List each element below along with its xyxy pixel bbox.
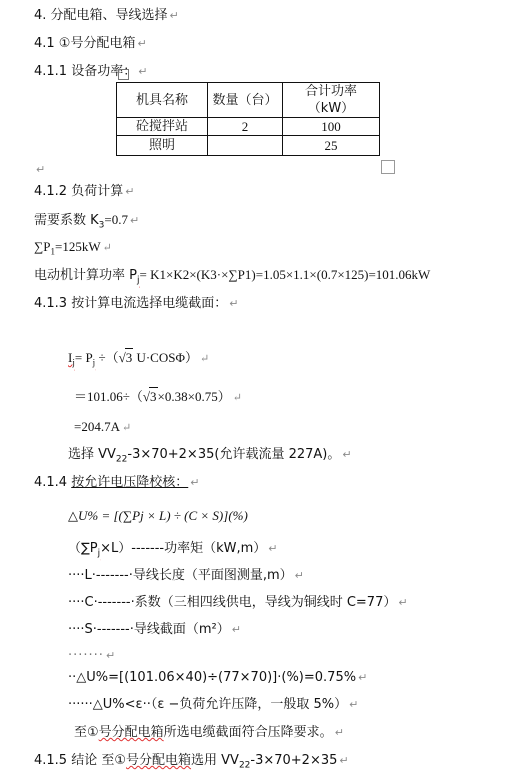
voltage-drop-heading: 4.1.4 按允许电压降校核： ↵ [34,475,200,490]
equipment-table [116,82,380,156]
cell-name: 照明 [117,136,208,156]
current-result: =204.7A ↵ [74,419,132,434]
cell-qty [208,136,283,156]
power-moment-line: $(\sum P_j\times L)-------$功率矩（kW,m） ↵ [68,541,278,559]
voltage-drop-conclusion: 至①号分配电箱所选电缆截面符合压降要求。 ↵ [74,725,344,740]
current-calc-step: ＝101.06÷（√3×0.38×0.75） ↵ [74,389,242,404]
table-resize-handle-icon[interactable] [381,160,395,174]
blank-line: ······· ↵ [68,648,117,663]
section-definition-line: ····S·-------·导线截面（m²） ↵ [68,622,241,637]
current-calc-heading: 4.1.3 按计算电流选择电缆截面： ↵ [34,296,239,311]
load-calc-heading: 4.1.2 负荷计算 ↵ [34,184,135,199]
cell-power: 25 [283,136,380,156]
cable-selection-line: 选择 $VV_{22}-3\times 70+2\times 35$(允许载流量 227A)。 ↵ [68,447,352,465]
current-formula: $I_j= P_j \div(√3$ U·COSΦ） ↵ [68,350,210,368]
final-conclusion-line: 4.1.5 结论 至①号分配电箱选用 $VV_{22}-3\times 70+2\times 35$ ↵ [34,753,349,771]
coefficient-definition-line: ····C·-------·系数（三相四线供电，导线为铜线时 C=77） ↵ [68,595,408,610]
table-header-row [117,83,380,118]
sqrt-icon: √ [118,350,126,365]
length-definition-line: ····L·-------·导线长度（平面图测量,m） ↵ [68,568,304,583]
col-header-power: 合计功率 （kW） [283,83,380,118]
voltage-drop-formula: △U% = [(∑Pj × L) ÷ (C × S)](%) [68,508,248,523]
col-header-name: 机具名称 [117,83,208,118]
cell-name: 砼搅拌站 [117,118,208,136]
cell-power: 100 [283,118,380,136]
total-power-line: $\sum P_1=125kW$ ↵ [34,239,112,257]
table-row [117,136,380,156]
sqrt-icon: √ [142,389,151,404]
cell-qty: 2 [208,118,283,136]
equipment-heading: 4.1.1 设备功率： ↵ [34,64,148,79]
voltage-drop-result: ··△U%=[(101.06×40)÷(77×70)]·(%)=0.75% ↵ [68,670,368,685]
empty-paragraph: ↵ [36,163,46,176]
table-move-handle-icon[interactable] [118,69,129,80]
allowable-drop-comparison: ······△U%<ε··（ε −负荷允许压降，一般取 5%） ↵ [68,697,359,712]
demand-factor-line: 需要系数 $K_3=0.7$ ↵ [34,212,140,231]
col-header-qty: 数量（台） [208,83,283,118]
motor-power-line: 电动机计算功率 $P_j= K1\times K2\times(K3\cdot\times\sum P1)=1.05\times 1.1\times(0.7\times 125)=101.06kW$ [34,267,431,286]
subsection-heading: 4.1 ①号分配电箱 ↵ [34,36,147,51]
section-heading: 4. 分配电箱、导线选择 ↵ [34,8,179,23]
table-row [117,118,380,136]
